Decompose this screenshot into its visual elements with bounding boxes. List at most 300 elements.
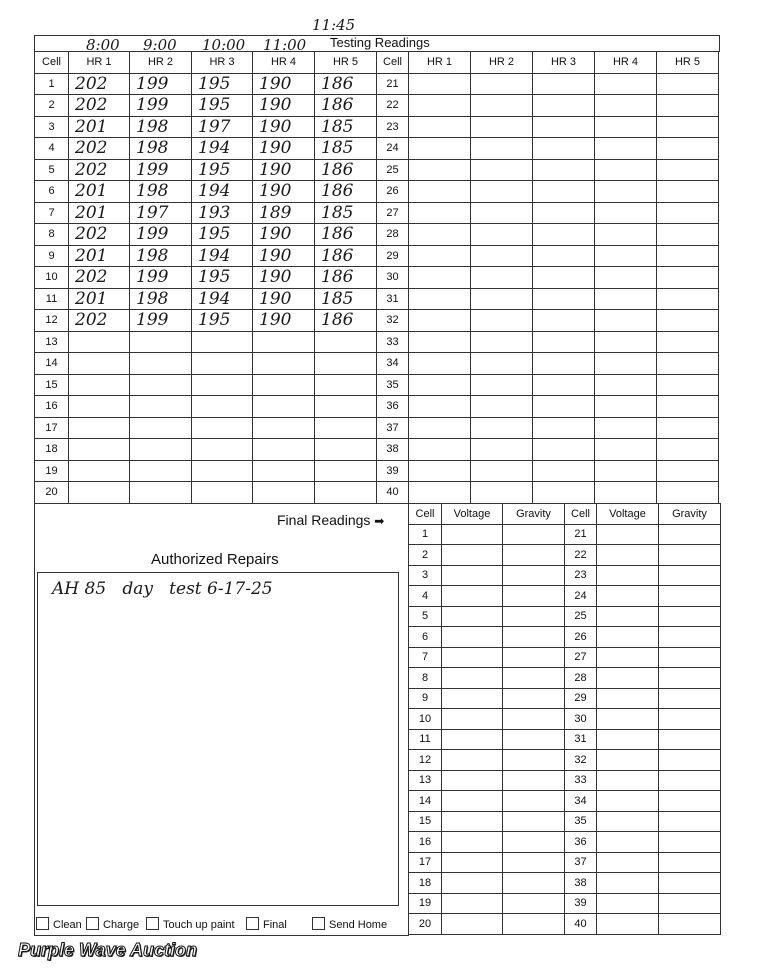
cell-number: 17 [409,852,442,873]
final-row [409,688,721,709]
reading-cell [533,439,595,461]
reading-cell [533,73,595,95]
reading-cell [657,288,719,310]
reading-cell [409,288,471,310]
reading-cell [533,417,595,439]
cell-number: 30 [565,709,597,730]
gravity-cell [503,750,565,771]
cell-number: 3 [409,565,442,586]
final-row [409,873,721,894]
voltage-cell [442,832,503,853]
cell-number: 28 [377,224,409,246]
reading-cell [471,439,533,461]
reading-cell: 202 [69,95,130,117]
reading-cell [409,331,471,353]
col-header: HR 5 [315,52,377,74]
voltage-cell [597,709,659,730]
time-hr1: 8:00 [86,36,120,54]
col-header: Gravity [503,504,565,525]
final-row [409,791,721,812]
gravity-cell [659,524,721,545]
checkbox[interactable] [86,917,99,930]
cell-number: 31 [377,288,409,310]
time-hr4: 11:00 [263,36,307,54]
reading-cell: 190 [253,181,315,203]
reading-cell [657,73,719,95]
cell-number: 37 [565,852,597,873]
option-label: Send Home [329,919,388,931]
cell-number: 29 [565,688,597,709]
final-row [409,914,721,935]
reading-cell [533,331,595,353]
reading-cell: 201 [69,245,130,267]
reading-cell: 190 [253,73,315,95]
testing-title: Testing Readings [330,35,430,50]
reading-cell [69,439,130,461]
final-row [409,709,721,730]
gravity-cell [659,873,721,894]
testing-row [35,288,719,310]
gravity-cell [503,524,565,545]
voltage-cell [442,524,503,545]
gravity-cell [659,647,721,668]
reading-cell: 195 [192,95,253,117]
reading-cell [192,374,253,396]
testing-row [35,396,719,418]
reading-cell [595,181,657,203]
testing-header-row [35,52,719,74]
cell-number: 3 [35,116,69,138]
reading-cell [192,439,253,461]
reading-cell [471,138,533,160]
reading-cell [69,417,130,439]
reading-cell [657,331,719,353]
reading-cell [409,353,471,375]
gravity-cell [659,586,721,607]
voltage-cell [597,811,659,832]
cell-number: 7 [409,647,442,668]
reading-cell: 198 [130,245,192,267]
cell-number: 22 [565,545,597,566]
reading-cell [409,374,471,396]
reading-cell: 202 [69,224,130,246]
reading-cell [315,417,377,439]
repairs-text-area[interactable] [37,572,399,906]
reading-cell [409,159,471,181]
final-row [409,627,721,648]
testing-row [35,138,719,160]
reading-cell: 202 [69,267,130,289]
cell-number: 38 [565,873,597,894]
reading-cell [192,482,253,504]
reading-cell [595,310,657,332]
reading-cell [595,116,657,138]
reading-cell [69,331,130,353]
cell-number: 6 [409,627,442,648]
testing-row [35,460,719,482]
reading-cell [192,460,253,482]
reading-cell: 185 [315,138,377,160]
final-row [409,770,721,791]
reading-cell: 190 [253,267,315,289]
reading-cell [657,181,719,203]
reading-cell [409,73,471,95]
cell-number: 21 [565,524,597,545]
reading-cell [130,482,192,504]
reading-cell: 186 [315,159,377,181]
gravity-cell [659,791,721,812]
cell-number: 34 [377,353,409,375]
cell-number: 35 [565,811,597,832]
cell-number: 12 [35,310,69,332]
reading-cell [409,460,471,482]
reading-cell [130,374,192,396]
cell-number: 39 [377,460,409,482]
reading-cell [533,288,595,310]
voltage-cell [442,750,503,771]
gravity-cell [503,770,565,791]
voltage-cell [442,811,503,832]
reading-cell [657,374,719,396]
reading-cell [595,331,657,353]
cell-number: 17 [35,417,69,439]
cell-number: 29 [377,245,409,267]
reading-cell: 202 [69,159,130,181]
reading-cell [595,460,657,482]
gravity-cell [503,791,565,812]
reading-cell [192,396,253,418]
cell-number: 15 [35,374,69,396]
reading-cell [595,288,657,310]
option-final[interactable] [246,917,287,931]
reading-cell [253,482,315,504]
reading-cell [657,460,719,482]
arrow-right-icon: ➡ [374,514,385,528]
reading-cell [471,417,533,439]
final-row [409,668,721,689]
final-row [409,586,721,607]
reading-cell: 190 [253,224,315,246]
reading-cell [471,267,533,289]
final-row [409,565,721,586]
reading-cell: 189 [253,202,315,224]
reading-cell [595,417,657,439]
reading-cell [471,331,533,353]
option-clean[interactable] [36,917,82,931]
reading-cell [69,460,130,482]
reading-cell: 198 [130,181,192,203]
gravity-cell [659,606,721,627]
reading-cell [409,396,471,418]
reading-cell [533,116,595,138]
reading-cell [533,460,595,482]
testing-row [35,417,719,439]
gravity-cell [503,688,565,709]
gravity-cell [659,811,721,832]
reading-cell: 195 [192,224,253,246]
reading-cell [253,460,315,482]
voltage-cell [597,750,659,771]
cell-number: 14 [409,791,442,812]
reading-cell: 202 [69,138,130,160]
reading-cell [657,396,719,418]
reading-cell: 199 [130,224,192,246]
col-header: HR 3 [533,52,595,74]
reading-cell [192,331,253,353]
cell-number: 15 [409,811,442,832]
testing-row [35,245,719,267]
reading-cell: 201 [69,116,130,138]
voltage-cell [597,791,659,812]
gravity-cell [659,893,721,914]
reading-cell [315,353,377,375]
voltage-cell [442,545,503,566]
cell-number: 5 [409,606,442,627]
testing-row [35,267,719,289]
reading-cell: 197 [130,202,192,224]
voltage-cell [597,565,659,586]
reading-cell [595,482,657,504]
cell-number: 19 [35,460,69,482]
gravity-cell [659,852,721,873]
voltage-cell [597,852,659,873]
reading-cell: 198 [130,138,192,160]
voltage-cell [597,524,659,545]
reading-cell: 202 [69,310,130,332]
cell-number: 37 [377,417,409,439]
voltage-cell [442,893,503,914]
cell-number: 34 [565,791,597,812]
voltage-cell [597,832,659,853]
reading-cell [130,396,192,418]
testing-row [35,95,719,117]
reading-cell [533,224,595,246]
reading-cell: 186 [315,181,377,203]
cell-number: 23 [377,116,409,138]
reading-cell: 190 [253,288,315,310]
gravity-cell [503,668,565,689]
reading-cell [409,95,471,117]
cell-number: 11 [409,729,442,750]
cell-number: 27 [377,202,409,224]
gravity-cell [503,647,565,668]
gravity-cell [503,893,565,914]
reading-cell: 185 [315,288,377,310]
voltage-cell [442,709,503,730]
gravity-cell [503,729,565,750]
cell-number: 10 [35,267,69,289]
reading-cell [657,159,719,181]
cell-number: 25 [565,606,597,627]
reading-cell: 199 [130,159,192,181]
cell-number: 24 [377,138,409,160]
reading-cell [471,288,533,310]
final-row [409,606,721,627]
reading-cell: 195 [192,310,253,332]
col-header: Cell [377,52,409,74]
reading-cell [69,396,130,418]
reading-cell [657,224,719,246]
checkbox[interactable] [36,917,49,930]
reading-cell [657,245,719,267]
cell-number: 20 [409,914,442,935]
gravity-cell [659,914,721,935]
reading-cell: 195 [192,159,253,181]
reading-cell: 193 [192,202,253,224]
reading-cell [253,417,315,439]
reading-cell [315,460,377,482]
reading-cell: 186 [315,224,377,246]
reading-cell: 201 [69,288,130,310]
reading-cell [657,310,719,332]
cell-number: 13 [35,331,69,353]
gravity-cell [503,852,565,873]
testing-row [35,224,719,246]
gravity-cell [659,750,721,771]
cell-number: 27 [565,647,597,668]
reading-cell [471,202,533,224]
option-label: Touch up paint [163,919,235,931]
cell-number: 20 [35,482,69,504]
cell-number: 8 [35,224,69,246]
reading-cell [409,310,471,332]
reading-cell [533,374,595,396]
cell-number: 30 [377,267,409,289]
reading-cell [471,482,533,504]
final-readings-table [408,503,721,935]
cell-number: 21 [377,73,409,95]
final-readings-label [277,512,384,528]
cell-number: 10 [409,709,442,730]
reading-cell [595,95,657,117]
reading-cell [69,482,130,504]
gravity-cell [659,565,721,586]
gravity-cell [659,832,721,853]
reading-cell [595,374,657,396]
cell-number: 33 [377,331,409,353]
gravity-cell [503,709,565,730]
gravity-cell [503,545,565,566]
cell-number: 23 [565,565,597,586]
voltage-cell [442,791,503,812]
reading-cell [409,439,471,461]
reading-cell [657,417,719,439]
reading-cell [409,116,471,138]
col-header: HR 4 [595,52,657,74]
option-charge[interactable] [86,917,139,931]
reading-cell [471,374,533,396]
reading-cell: 195 [192,73,253,95]
reading-cell: 198 [130,116,192,138]
reading-cell [533,245,595,267]
cell-number: 9 [409,688,442,709]
reading-cell [409,482,471,504]
reading-cell [471,73,533,95]
cell-number: 13 [409,770,442,791]
reading-cell [533,181,595,203]
final-header-row [409,504,721,525]
cell-number: 14 [35,353,69,375]
reading-cell: 185 [315,116,377,138]
reading-cell [533,159,595,181]
cell-number: 40 [377,482,409,504]
reading-cell [471,396,533,418]
cell-number: 32 [377,310,409,332]
cell-number: 32 [565,750,597,771]
gravity-cell [503,565,565,586]
reading-cell: 194 [192,181,253,203]
cell-number: 22 [377,95,409,117]
reading-cell: 201 [69,202,130,224]
reading-cell [595,73,657,95]
gravity-cell [503,606,565,627]
option-touch-up-paint[interactable] [146,917,235,931]
time-hr2: 9:00 [143,36,177,54]
reading-cell [595,159,657,181]
repairs-title: Authorized Repairs [151,551,279,568]
reading-cell [657,267,719,289]
reading-cell [409,181,471,203]
cell-number: 2 [35,95,69,117]
reading-cell: 190 [253,95,315,117]
testing-row [35,159,719,181]
reading-cell [471,159,533,181]
reading-cell [69,374,130,396]
cell-number: 40 [565,914,597,935]
reading-cell [315,396,377,418]
testing-row [35,439,719,461]
checkbox[interactable] [146,917,159,930]
final-row [409,893,721,914]
gravity-cell [503,914,565,935]
reading-cell [657,482,719,504]
final-row [409,729,721,750]
reading-cell [595,439,657,461]
gravity-cell [503,873,565,894]
reading-cell [130,439,192,461]
cell-number: 28 [565,668,597,689]
cell-number: 16 [35,396,69,418]
reading-cell [471,460,533,482]
reading-cell [130,331,192,353]
final-row [409,545,721,566]
option-label: Clean [53,919,82,931]
reading-cell [409,138,471,160]
reading-cell [409,224,471,246]
voltage-cell [442,627,503,648]
reading-cell [253,396,315,418]
voltage-cell [442,914,503,935]
reading-cell [595,224,657,246]
reading-cell [315,482,377,504]
gravity-cell [659,545,721,566]
option-send-home[interactable] [312,917,387,931]
voltage-cell [597,688,659,709]
cell-number: 36 [565,832,597,853]
testing-row [35,116,719,138]
cell-number: 36 [377,396,409,418]
reading-cell: 186 [315,310,377,332]
final-row [409,832,721,853]
reading-cell [471,181,533,203]
checkbox[interactable] [246,917,259,930]
checkbox[interactable] [312,917,325,930]
cell-number: 4 [409,586,442,607]
reading-cell [253,331,315,353]
repairs-note: AH 85 day test 6-17-25 [52,579,273,599]
reading-cell [409,245,471,267]
cell-number: 26 [565,627,597,648]
